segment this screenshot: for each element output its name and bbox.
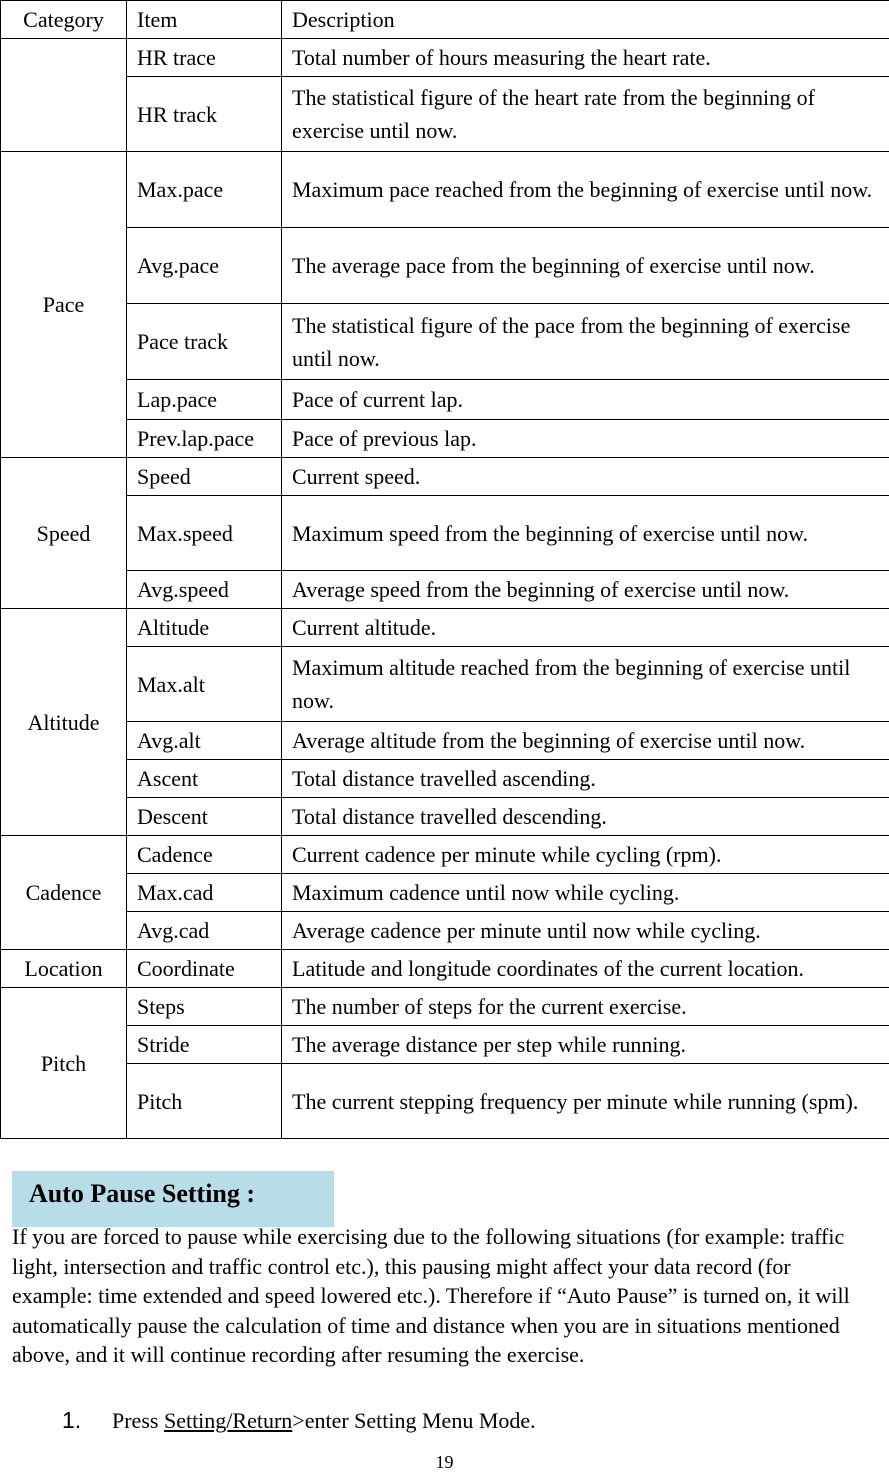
table-row [1, 874, 889, 912]
category-cell: Pitch [1, 988, 127, 1139]
header-item: Item [127, 1, 282, 39]
item-cell: Lap.pace [127, 380, 282, 420]
table-row [1, 1064, 889, 1139]
step-prefix: Press [112, 1408, 164, 1433]
item-cell: Avg.speed [127, 571, 282, 609]
table-row [1, 380, 889, 420]
category-cell: Altitude [1, 609, 127, 836]
item-cell: Speed [127, 458, 282, 496]
description-cell: Current cadence per minute while cycling (rpm). [282, 836, 889, 874]
step-number: 1. [62, 1405, 112, 1435]
description-cell: Maximum altitude reached from the beginning of exercise until now. [282, 647, 889, 722]
description-cell: Total number of hours measuring the heart rate. [282, 39, 889, 77]
description-cell: The average pace from the beginning of exercise until now. [282, 228, 889, 304]
page-number: 19 [0, 1452, 889, 1473]
table-row [1, 77, 889, 152]
item-cell: Prev.lap.pace [127, 420, 282, 458]
category-cell: Cadence [1, 836, 127, 950]
description-cell: The statistical figure of the pace from the beginning of exercise until now. [282, 304, 889, 380]
table-row [1, 912, 889, 950]
description-cell: Maximum speed from the beginning of exercise until now. [282, 496, 889, 571]
category-cell: Pace [1, 152, 127, 458]
item-cell: Altitude [127, 609, 282, 647]
description-cell: Pace of previous lap. [282, 420, 889, 458]
item-cell: Max.cad [127, 874, 282, 912]
table-row [1, 458, 889, 496]
table-row [1, 420, 889, 458]
header-category: Category [1, 1, 127, 39]
description-cell: Total distance travelled ascending. [282, 760, 889, 798]
table-row [1, 152, 889, 228]
table-row [1, 722, 889, 760]
item-cell: Max.speed [127, 496, 282, 571]
item-cell: Avg.cad [127, 912, 282, 950]
category-cell [1, 39, 127, 152]
item-cell: Pace track [127, 304, 282, 380]
item-cell: Steps [127, 988, 282, 1026]
item-cell: Cadence [127, 836, 282, 874]
item-cell: Pitch [127, 1064, 282, 1139]
description-cell: Maximum cadence until now while cycling. [282, 874, 889, 912]
step-1 [62, 1405, 536, 1436]
auto-pause-paragraph: If you are forced to pause while exercising due to the following situations (for example: traffic light, intersection and traffic control etc.), this pausing might affect your data record (for example: time extended and speed lowered etc.). Therefore if “Auto Pause” is turned on, it will automatically pause the calculation of time and distance when you are in situations mentioned above, and it will continue recording after resuming the exercise. [12, 1222, 872, 1370]
description-cell: Pace of current lap. [282, 380, 889, 420]
item-cell: Max.alt [127, 647, 282, 722]
item-cell: HR trace [127, 39, 282, 77]
step-suffix: >enter Setting Menu Mode. [292, 1408, 535, 1433]
category-cell: Speed [1, 458, 127, 609]
table-row [1, 304, 889, 380]
table-header-row [1, 1, 889, 39]
description-cell: Maximum pace reached from the beginning of exercise until now. [282, 152, 889, 228]
description-cell: The current stepping frequency per minute while running (spm). [282, 1064, 889, 1139]
description-cell: Current altitude. [282, 609, 889, 647]
description-cell: Average speed from the beginning of exercise until now. [282, 571, 889, 609]
item-cell: Stride [127, 1026, 282, 1064]
auto-pause-heading: Auto Pause Setting : [12, 1171, 334, 1227]
description-cell: The number of steps for the current exercise. [282, 988, 889, 1026]
header-description: Description [282, 1, 889, 39]
table-row [1, 228, 889, 304]
item-cell: Max.pace [127, 152, 282, 228]
item-cell: Descent [127, 798, 282, 836]
table-row [1, 647, 889, 722]
table-row [1, 571, 889, 609]
table-row [1, 988, 889, 1026]
item-cell: Avg.pace [127, 228, 282, 304]
description-cell: The statistical figure of the heart rate from the beginning of exercise until now. [282, 77, 889, 152]
description-cell: Total distance travelled descending. [282, 798, 889, 836]
item-cell: Coordinate [127, 950, 282, 988]
item-cell: HR track [127, 77, 282, 152]
description-cell: The average distance per step while running. [282, 1026, 889, 1064]
description-cell: Latitude and longitude coordinates of the current location. [282, 950, 889, 988]
description-cell: Average altitude from the beginning of exercise until now. [282, 722, 889, 760]
table-body [1, 1, 889, 1139]
item-cell: Avg.alt [127, 722, 282, 760]
table-row [1, 798, 889, 836]
category-cell: Location [1, 950, 127, 988]
setting-return-link[interactable]: Setting/Return [164, 1408, 292, 1433]
item-cell: Ascent [127, 760, 282, 798]
table-row [1, 496, 889, 571]
table-row [1, 39, 889, 77]
table-row [1, 836, 889, 874]
table-row [1, 1026, 889, 1064]
table-row [1, 950, 889, 988]
description-cell: Average cadence per minute until now while cycling. [282, 912, 889, 950]
description-cell: Current speed. [282, 458, 889, 496]
table-row [1, 760, 889, 798]
table-row [1, 609, 889, 647]
